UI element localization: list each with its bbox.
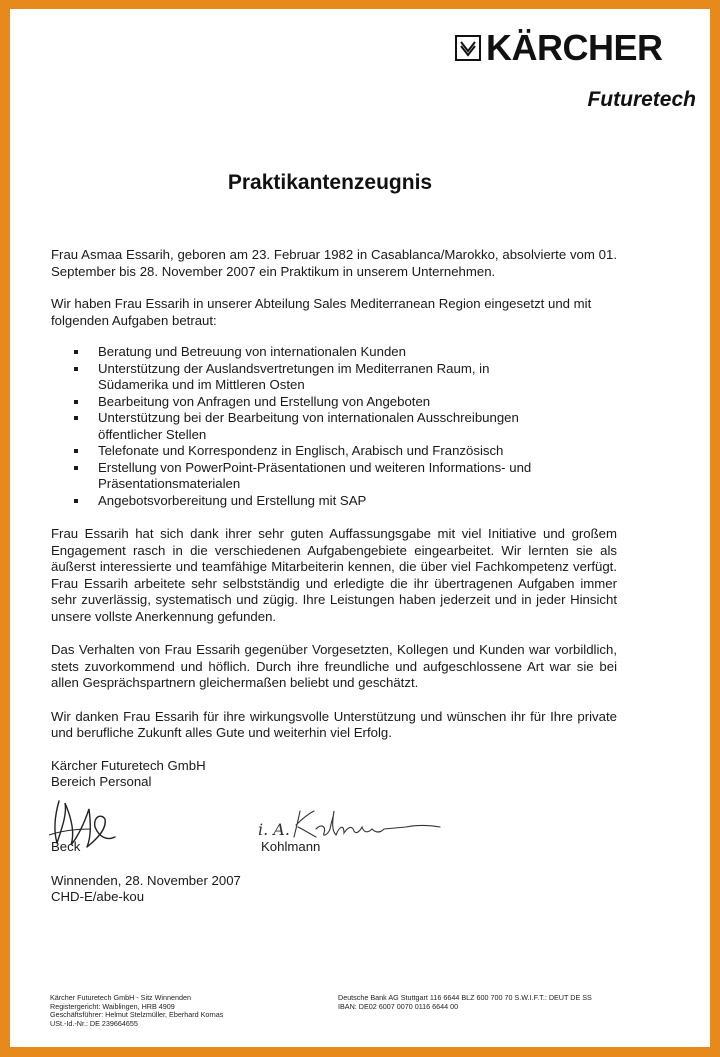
brand-name: KÄRCHER bbox=[486, 27, 663, 68]
footer-line: Geschäftsführer: Helmut Stelzmüller, Eberhard Kornas bbox=[50, 1010, 224, 1020]
list-item: Beratung und Betreuung von internationalen Kunden bbox=[51, 344, 617, 361]
reference-code: CHD-E/abe-kou bbox=[51, 889, 145, 904]
department-name: Bereich Personal bbox=[51, 774, 152, 789]
footer-line: USt.-Id.-Nr.: DE 239664655 bbox=[50, 1018, 138, 1028]
kaercher-logo-icon bbox=[455, 35, 481, 61]
svg-text:i. A.: i. A. bbox=[258, 819, 290, 839]
list-item: Bearbeitung von Anfragen und Erstellung von Angeboten bbox=[51, 394, 617, 411]
list-item-text: Unterstützung der Auslandsvertretungen im Mediterranen Raum, in Südamerika und im Mittleren Osten bbox=[98, 360, 490, 392]
list-item-text: Erstellung von PowerPoint-Präsentationen und weiteren Informations- und Präsentationsmaterialen bbox=[98, 459, 532, 491]
place-date: Winnenden, 28. November 2007 bbox=[51, 872, 241, 888]
conduct-paragraph: Das Verhalten von Frau Essarih gegenüber Vorgesetzten, Kollegen und Kunden war vorbildlich, stets zuvorkommend und höflich. Durch ihre freundliche und aufgeschlossene Art war sie bei allen Gesprächspartnern gleichermaßen beliebt und geschätzt. bbox=[51, 642, 617, 690]
list-item: Telefonate und Korrespondenz in Englisch, Arabisch und Französisch bbox=[51, 443, 617, 460]
subbrand: Futuretech bbox=[587, 88, 696, 111]
kaercher-logo bbox=[455, 28, 663, 68]
footer-line: IBAN: DE02 6007 0070 0116 6644 00 bbox=[338, 1001, 459, 1011]
footer-company-info bbox=[50, 994, 223, 1028]
footer-line: Registergericht: Waiblingen, HRB 4909 bbox=[50, 1001, 175, 1011]
task-list bbox=[51, 344, 617, 509]
assessment-paragraph: Frau Essarih hat sich dank ihrer sehr guten Auffassungsgabe mit viel Initiative und großem Engagement rasch in die verschiedenen Aufgabengebiete eingearbeitet. Wir lernten sie als äußerst interessierte und teamfähige Mitarbeiterin kennen, die über viel Fachkompetenz verfügt. Frau Essarih arbeitete sehr selbstständig und erledigte die ihr übertragenen Aufgaben immer sehr zuverlässig, systematisch und zügig. Ihre Leistungen haben jederzeit und in jeder Hinsicht unsere vollste Anerkennung gefunden. bbox=[51, 526, 617, 624]
company-name: Kärcher Futuretech GmbH bbox=[51, 757, 206, 773]
letter-page bbox=[10, 9, 710, 1047]
list-item: Angebotsvorbereitung und Erstellung mit SAP bbox=[51, 493, 617, 510]
signer-beck: Beck bbox=[51, 838, 81, 854]
document-title: Praktikantenzeugnis bbox=[227, 171, 433, 194]
list-item-text: Unterstützung bei der Bearbeitung von internationalen Ausschreibungen öffentlicher Stellen bbox=[98, 410, 519, 442]
list-item bbox=[51, 361, 617, 394]
department-paragraph: Wir haben Frau Essarih in unserer Abteilung Sales Mediterranean Region eingesetzt und mit folgenden Aufgaben betraut: bbox=[51, 296, 592, 328]
footer-bank-info bbox=[338, 994, 592, 1011]
signature-area bbox=[51, 795, 617, 863]
list-item bbox=[51, 410, 617, 443]
footer-line: Kärcher Futuretech GmbH - Sitz Winnenden bbox=[50, 993, 192, 1002]
letter-body bbox=[51, 247, 617, 906]
footer-line: Deutsche Bank AG Stuttgart 116 6644 BLZ 600 700 70 S.W.I.F.T.: DEUT DE SS bbox=[338, 993, 592, 1002]
list-item bbox=[51, 460, 617, 493]
thanks-paragraph: Wir danken Frau Essarih für ihre wirkungsvolle Unterstützung und wünschen ihr für Ihre private und berufliche Zukunft alles Gute und weiterhin viel Erfolg. bbox=[51, 708, 617, 740]
signer-kohlmann: Kohlmann bbox=[261, 838, 321, 854]
intro-paragraph: Frau Asmaa Essarih, geboren am 23. Februar 1982 in Casablanca/Marokko, absolvierte vom 01. September bis 28. November 2007 ein Praktikum in unserem Unternehmen. bbox=[51, 247, 617, 279]
